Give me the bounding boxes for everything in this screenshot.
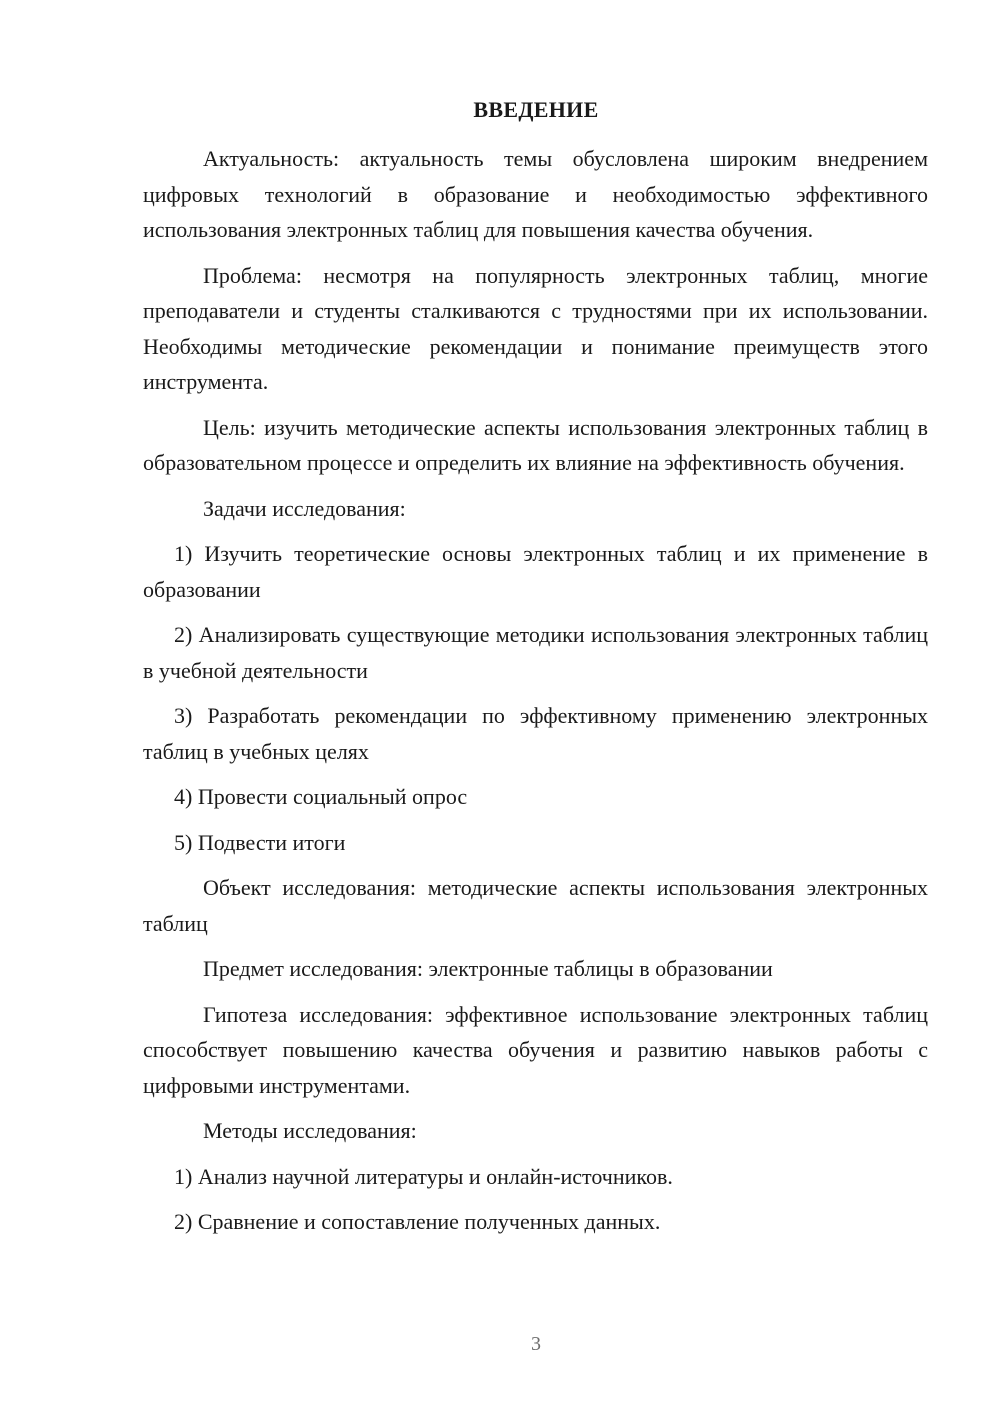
- paragraph-object: Объект исследования: методические аспекты использования электронных таблиц: [143, 875, 928, 936]
- list-item-task-3: 3) Разработать рекомендации по эффективному применению электронных таблиц в учебных целях: [143, 703, 928, 764]
- section-title: ВВЕДЕНИЕ: [473, 97, 599, 122]
- paragraph-relevance: Актуальность: актуальность темы обусловлена широким внедрением цифровых технологий в образование и необходимостью эффективного использования электронных таблиц для повышения качества обучения.: [143, 146, 928, 242]
- list-item-task-1: 1) Изучить теоретические основы электронных таблиц и их применение в образовании: [143, 541, 928, 602]
- paragraph-goal: Цель: изучить методические аспекты использования электронных таблиц в образовательном процессе и определить их влияние на эффективность обучения.: [143, 414, 928, 475]
- list-item-task-4: 4) Провести социальный опрос: [174, 784, 468, 809]
- body-text: [143, 141, 928, 1250]
- list-item-task-2: 2) Анализировать существующие методики использования электронных таблиц в учебной деятельности: [143, 622, 928, 683]
- list-item-method-1: 1) Анализ научной литературы и онлайн-источников.: [174, 1163, 673, 1189]
- paragraph-tasks-heading: Задачи исследования:: [203, 495, 406, 521]
- list-item-method-2: 2) Сравнение и сопоставление полученных данных.: [174, 1209, 661, 1234]
- page-number: 3: [531, 1333, 541, 1355]
- paragraph-subject: Предмет исследования: электронные таблицы в образовании: [203, 956, 773, 981]
- paragraph-hypothesis: Гипотеза исследования: эффективное использование электронных таблиц способствует повышению качества обучения и развитию навыков работы с цифровыми инструментами.: [143, 1001, 928, 1098]
- list-item-task-5: 5) Подвести итоги: [174, 829, 346, 855]
- paragraph-methods-heading: Методы исследования:: [203, 1118, 417, 1143]
- paragraph-problem: Проблема: несмотря на популярность электронных таблиц, многие преподаватели и студенты сталкиваются с трудностями при их использовании. Необходимы методические рекомендации и понимание преимуществ этого инструмента.: [143, 262, 928, 394]
